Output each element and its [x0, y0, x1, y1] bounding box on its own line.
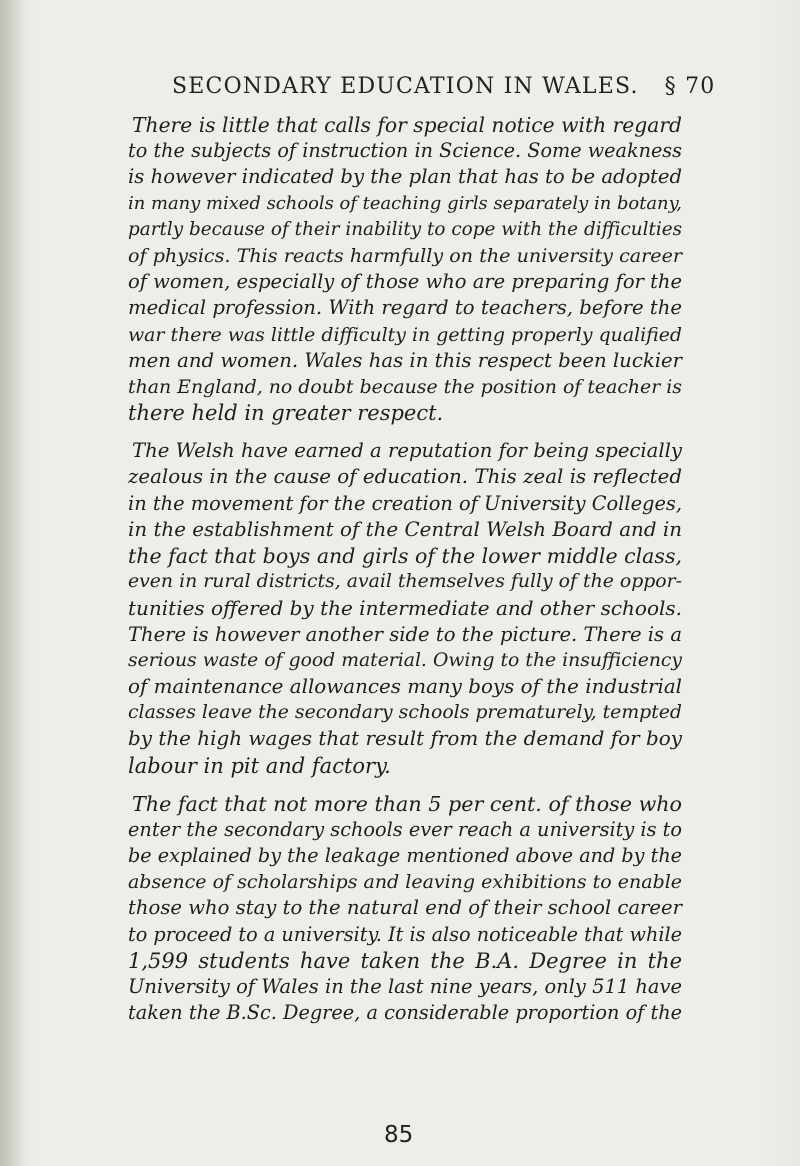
text-line: even in rural districts, avail themselves fully of the oppor- — [128, 571, 682, 593]
paragraph-gap — [128, 779, 682, 791]
page-edge-shadow — [0, 0, 26, 1166]
text-line: absence of scholarships and leaving exhibitions to enable — [128, 871, 682, 894]
text-line: medical profession. With regard to teachers, before the — [128, 296, 682, 320]
text-line: to the subjects of instruction in Science. Some weakness — [128, 139, 682, 163]
text-line: The fact that not more than 5 per cent. of those who — [132, 791, 682, 816]
text-line: taken the B.Sc. Degree, a considerable proportion of the — [128, 1001, 682, 1025]
text-line: in the establishment of the Central Welsh Board and in — [128, 517, 682, 541]
text-line: labour in pit and factory. — [128, 753, 391, 778]
text-line: of physics. This reacts harmfully on the university career — [128, 243, 682, 267]
text-line: University of Wales in the last nine years, only 511 have — [128, 975, 682, 998]
text-line: there held in greater respect. — [128, 401, 444, 426]
text-line: men and women. Wales has in this respect been luckier — [128, 348, 683, 372]
running-header — [172, 74, 716, 108]
text-line: 1,599 students have taken the B.A. Degree in the — [128, 948, 682, 973]
section-number: § 70 — [664, 74, 716, 99]
text-line: in the movement for the creation of University Colleges, — [128, 491, 683, 515]
text-line: There is little that calls for special notice with regard — [132, 113, 682, 137]
text-line: those who stay to the natural end of their school career — [128, 896, 683, 920]
text-line: partly because of their inability to cope with the difficulties — [128, 218, 682, 240]
text-line: by the high wages that result from the demand for boy — [128, 727, 682, 751]
text-line: be explained by the leakage mentioned above and by the — [128, 844, 682, 868]
text-line: zealous in the cause of education. This zeal is reflected — [128, 465, 682, 489]
paragraph — [128, 791, 682, 1027]
body-text — [128, 112, 682, 1026]
text-line: to proceed to a university. It is also noticeable that while — [128, 922, 682, 946]
page-number: 85 — [384, 1122, 414, 1148]
header-title: SECONDARY EDUCATION IN WALES. — [172, 74, 639, 99]
text-line: enter the secondary schools ever reach a university is to — [128, 817, 682, 841]
paragraph-gap — [128, 426, 682, 438]
paragraph — [128, 112, 682, 426]
paragraph — [128, 438, 682, 778]
text-line: the fact that boys and girls of the lower middle class, — [128, 544, 682, 568]
text-line: The Welsh have earned a reputation for being specially — [132, 439, 682, 463]
text-line: in many mixed schools of teaching girls separately in botany, — [128, 192, 682, 214]
text-line: of women, especially of those who are preparing for the — [128, 270, 682, 294]
text-line: is however indicated by the plan that has to be adopted — [128, 165, 682, 189]
text-line: than England, no doubt because the position of teacher is — [128, 375, 682, 398]
text-line: There is however another side to the picture. There is a — [128, 622, 682, 646]
text-line: war there was little difficulty in getting properly qualified — [128, 323, 682, 346]
text-line: tunities offered by the intermediate and other schools. — [128, 596, 682, 621]
text-line: of maintenance allowances many boys of the industrial — [128, 674, 682, 698]
text-line: classes leave the secondary schools prematurely, tempted — [128, 702, 682, 724]
text-line: serious waste of good material. Owing to the insufficiency — [128, 649, 682, 671]
